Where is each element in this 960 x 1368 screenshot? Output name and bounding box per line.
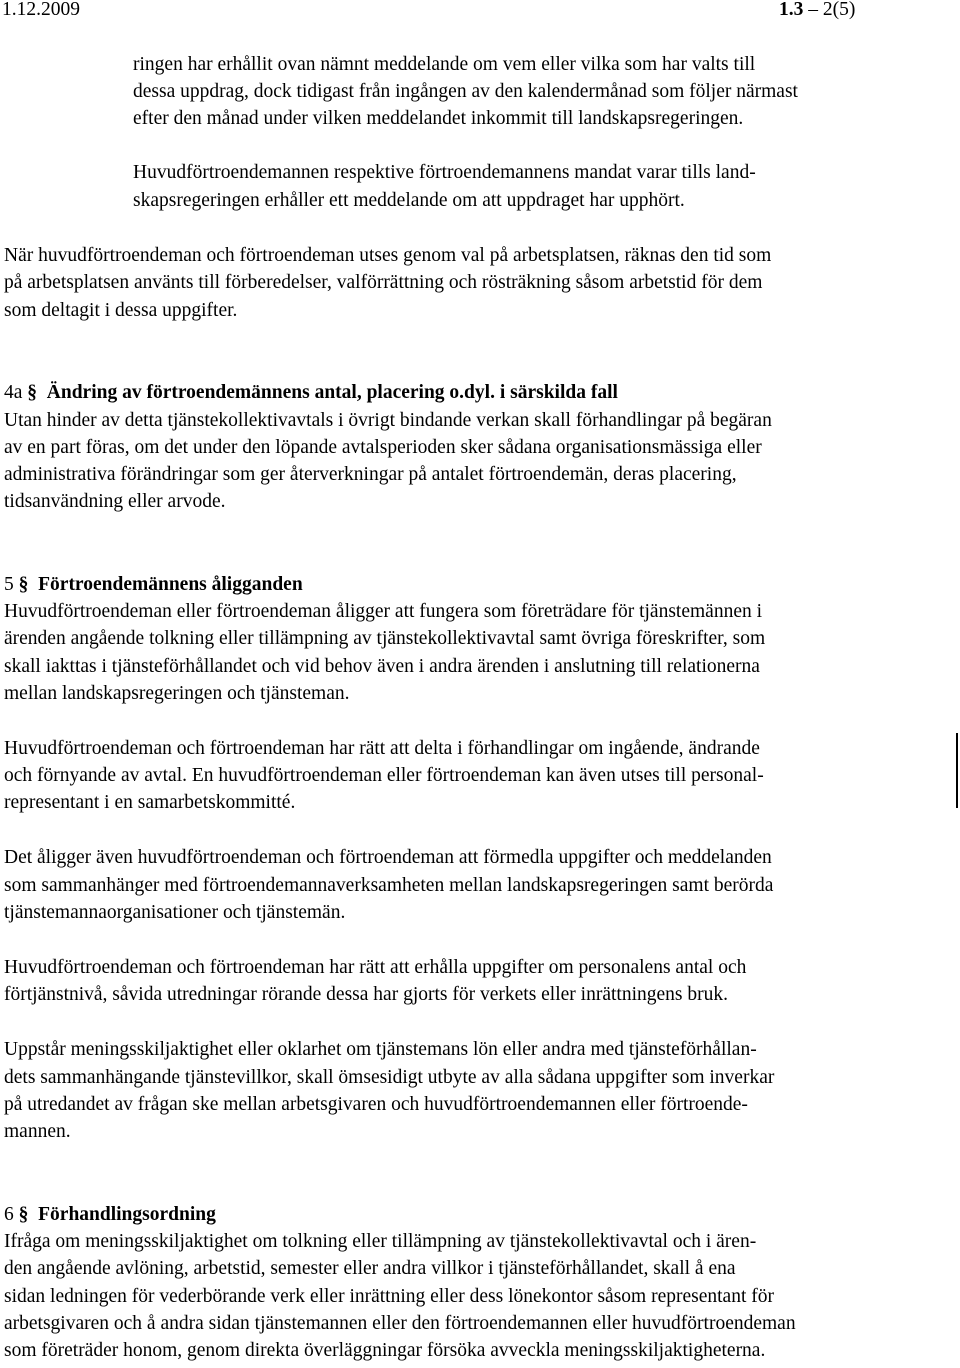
workplace-line-1: När huvudförtroendeman och förtroendeman utses genom val på arbetsplatsen, räknas den tid som [4, 245, 772, 266]
mandate-line-1: Huvudförtroendemannen respektive förtroendemannens mandat varar tills land- [133, 162, 756, 183]
section-5-p3-line-1: Det åligger även huvudförtroendeman och förtroendeman att förmedla uppgifter och meddelanden [4, 847, 772, 868]
section-6-line-5: som företräder honom, genom direkta överläggningar försöka avveckla meningsskiljaktigheterna. [4, 1340, 766, 1361]
section-4a-number: 4a [4, 382, 23, 403]
section-6-line-1: Ifråga om meningsskiljaktighet om tolkning eller tillämpning av tjänstekollektivavtal och i ären- [4, 1231, 757, 1252]
revision-change-bar [956, 733, 958, 808]
section-5-p2-line-2: och förnyande av avtal. En huvudförtroendeman eller förtroendeman kan även utses till personal- [4, 765, 764, 786]
section-5-p1-line-2: ärenden angående tolkning eller tillämpning av tjänstekollektivavtal samt övriga föreskrifter, som [4, 628, 766, 649]
section-4a-line-4: tidsanvändning eller arvode. [4, 491, 226, 512]
page-number: 2(5) [822, 0, 856, 20]
section-6-number: 6 [4, 1204, 14, 1225]
section-5-p1-line-1: Huvudförtroendeman eller förtroendeman åligger att fungera som företrädare för tjänstemännen i [4, 601, 763, 622]
section-4a-line-2: av en part föras, om det under den löpande avtalsperioden sker sådana organisationsmässiga eller [4, 437, 762, 458]
mandate-line-2: skapsregeringen erhåller ett meddelande om att uppdraget har upphört. [133, 190, 685, 211]
header-date: 1.12.2009 [2, 0, 80, 20]
section-5-p3-line-3: tjänstemannaorganisationer och tjänstemän. [4, 902, 346, 923]
section-5-p4-line-1: Huvudförtroendeman och förtroendeman har rätt att erhålla uppgifter om personalens antal och [4, 957, 747, 978]
section-6-line-4: arbetsgivaren och å andra sidan tjänstemannen eller den förtroendemannen eller huvudförtroendeman [4, 1313, 796, 1334]
section-6-heading: 6 § Förhandlingsordning [4, 1204, 216, 1225]
intro-line-1: ringen har erhållit ovan nämnt meddelande om vem eller vilka som har valts till [133, 54, 756, 75]
section-4a-line-3: administrativa förändringar som ger återverkningar på antalet förtroendemän, deras placering, [4, 464, 737, 485]
section-5-number: 5 [4, 574, 14, 595]
section-5-p5-line-3: på utredandet av frågan ske mellan arbetsgivaren och huvudförtroendemannen eller förtroende- [4, 1094, 748, 1115]
document-version: 1.3 [779, 0, 804, 20]
section-5-heading: 5 § Förtroendemännens åligganden [4, 574, 303, 595]
section-6-line-3: sidan ledningen för vederbörande verk eller inrättning eller dess lönekontor såsom representant för [4, 1286, 774, 1307]
section-5-p4-line-2: förtjänstnivå, såvida utredningar rörande dessa har gjorts för verkets eller inrättningens bruk. [4, 984, 728, 1005]
section-5-p1-line-4: mellan landskapsregeringen och tjänsteman. [4, 683, 350, 704]
section-6-title: Förhandlingsordning [38, 1204, 216, 1225]
workplace-line-3: som deltagit i dessa uppgifter. [4, 300, 238, 321]
section-5-p2-line-3: representant i en samarbetskommitté. [4, 792, 296, 813]
intro-line-2: dessa uppdrag, dock tidigast från ingången av den kalendermånad som följer närmast [133, 81, 798, 102]
intro-line-3: efter den månad under vilken meddelandet inkommit till landskapsregeringen. [133, 108, 744, 129]
section-5-p5-line-4: mannen. [4, 1121, 71, 1142]
workplace-line-2: på arbetsplatsen använts till förberedelser, valförrättning och rösträkning såsom arbetstid för dem [4, 272, 763, 293]
header-page-info: 1.3 – 2(5) [779, 0, 856, 20]
section-6-line-2: den angående avlöning, arbetstid, semester eller andra villkor i tjänsteförhållandet, skall å ena [4, 1258, 736, 1279]
section-5-p1-line-3: skall iakttas i tjänsteförhållandet och vid behov även i andra ärenden i anslutning till relationerna [4, 656, 760, 677]
section-4a-line-1: Utan hinder av detta tjänstekollektivavtals i övrigt bindande verkan skall förhandlingar på begäran [4, 410, 772, 431]
section-4a-heading: 4a § Ändring av förtroendemännens antal, placering o.dyl. i särskilda fall [4, 382, 618, 403]
section-5-p5-line-1: Uppstår meningsskiljaktighet eller oklarhet om tjänstemans lön eller andra med tjänsteförhållan- [4, 1039, 757, 1060]
section-4a-title: Ändring av förtroendemännens antal, placering o.dyl. i särskilda fall [46, 382, 618, 403]
section-5-p2-line-1: Huvudförtroendeman och förtroendeman har rätt att delta i förhandlingar om ingående, ändrande [4, 738, 760, 759]
section-5-title: Förtroendemännens åligganden [38, 574, 303, 595]
section-5-p5-line-2: dets sammanhängande tjänstevillkor, skall ömsesidigt utbyte av alla sådana uppgifter som inverkar [4, 1067, 775, 1088]
section-5-p3-line-2: som sammanhänger med förtroendemannaverksamheten mellan landskapsregeringen samt berörda [4, 875, 774, 896]
